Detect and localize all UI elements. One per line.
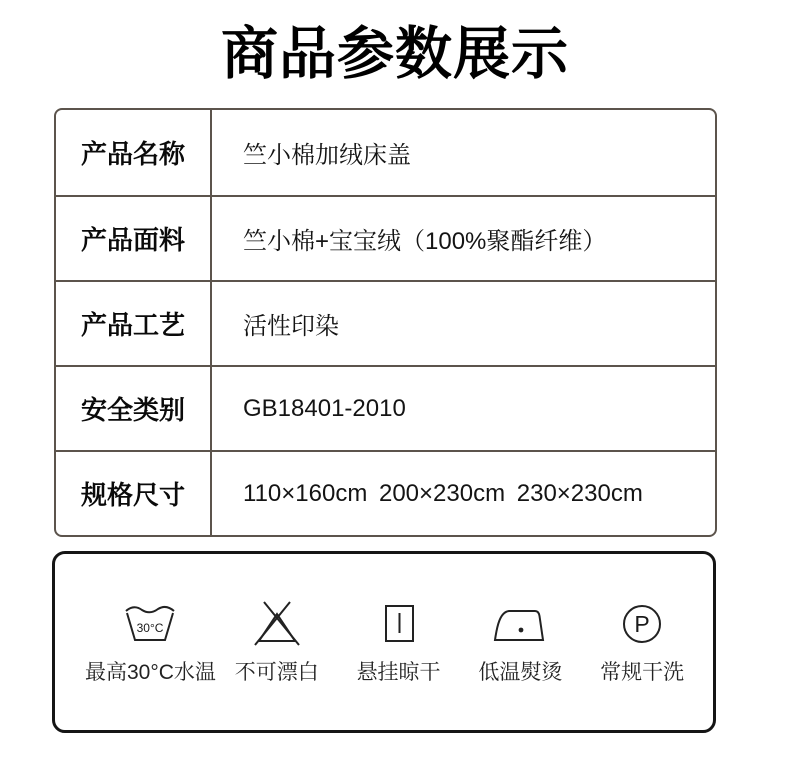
care-instructions-box xyxy=(52,551,716,733)
page-title: 商品参数展示 xyxy=(221,22,569,86)
spec-value-safety-class: GB18401-2010 xyxy=(243,394,406,422)
spec-label-product-name: 产品名称 xyxy=(56,110,212,195)
table-row xyxy=(56,450,715,535)
dry-clean-p-icon xyxy=(610,599,674,649)
spec-label-craft: 产品工艺 xyxy=(56,282,212,365)
care-label-wash: 最高30°C水温 xyxy=(85,660,216,684)
spec-value-sizes: 110×160cm 200×230cm 230×230cm xyxy=(243,479,643,507)
spec-value-product-name: 竺小棉加绒床盖 xyxy=(243,142,411,169)
care-item-iron xyxy=(459,599,581,686)
table-row xyxy=(56,365,715,450)
care-item-wash xyxy=(85,599,216,686)
no-bleach-icon xyxy=(245,599,309,649)
spec-label-safety-class: 安全类别 xyxy=(56,367,212,450)
spec-label-fabric: 产品面料 xyxy=(56,197,212,280)
care-item-dry-clean xyxy=(581,599,703,686)
care-item-drip-dry xyxy=(338,599,460,686)
table-row xyxy=(56,280,715,365)
table-row xyxy=(56,195,715,280)
dry-clean-letter: P xyxy=(634,610,650,637)
wash-temp-text: 30°C xyxy=(137,620,164,635)
care-label-drip-dry: 悬挂晾干 xyxy=(356,660,441,684)
spec-value-fabric: 竺小棉+宝宝绒（100%聚酯纤维） xyxy=(243,228,607,255)
care-label-iron: 低温熨烫 xyxy=(478,660,563,684)
care-item-no-bleach xyxy=(216,599,338,686)
drip-dry-icon xyxy=(367,599,431,649)
product-spec-table xyxy=(54,108,717,537)
table-row xyxy=(56,110,715,195)
wash-30c-icon xyxy=(118,599,182,649)
spec-value-craft: 活性印染 xyxy=(243,313,339,340)
iron-low-temp-icon xyxy=(488,599,552,649)
care-label-no-bleach: 不可漂白 xyxy=(234,660,319,684)
care-label-dry-clean: 常规干洗 xyxy=(600,660,685,684)
spec-label-sizes: 规格尺寸 xyxy=(56,452,212,535)
